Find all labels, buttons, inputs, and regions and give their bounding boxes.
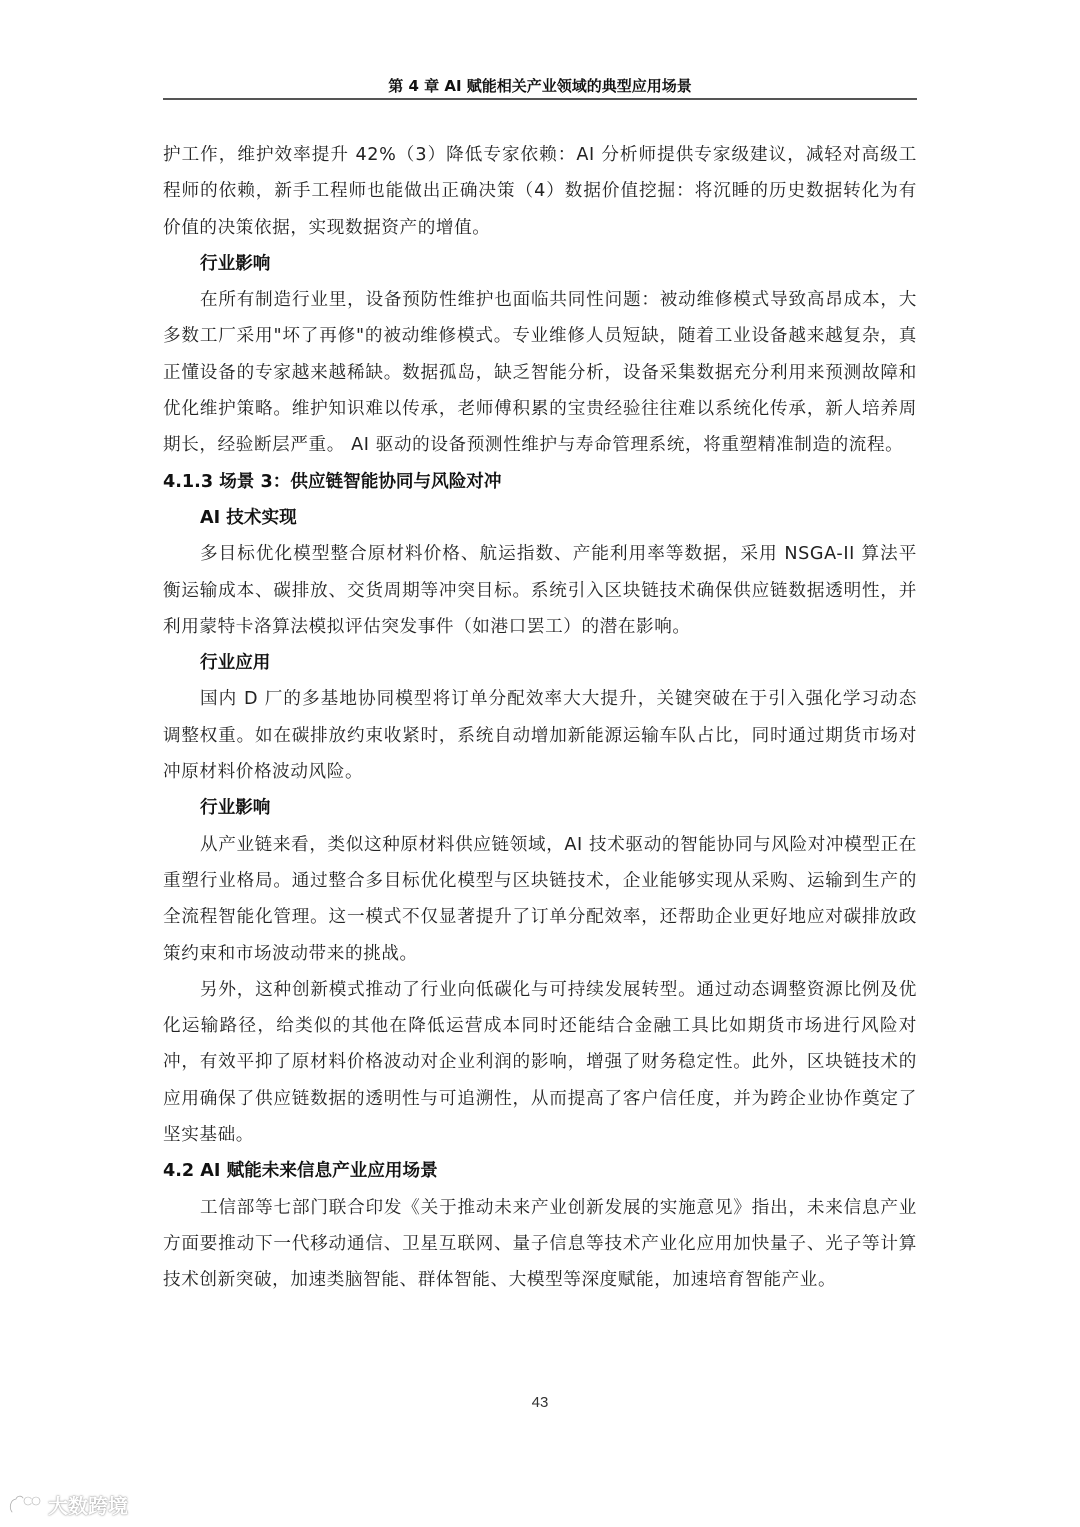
subheading-ai-tech: AI 技术实现: [200, 507, 297, 528]
paragraph-industry-impact-1: 在所有制造行业里，设备预防性维护也面临共同性问题：被动维修模式导致高昂成本，大多数工厂采用"坏了再修"的被动维修模式。专业维修人员短缺，随着工业设备越来越复杂，真正懂设备的专家越来越稀缺。数据孤岛，缺乏智能分析，设备采集数据充分利用来预测故障和优化维护策略。维护知识难以传承，老师傅积累的宝贵经验往往难以系统化传承，新人培养周期长，经验断层严重。 AI 驱动的设备预测性维护与寿命管理系统，将重塑精准制造的流程。: [163, 290, 917, 456]
watermark-text: 大数跨境: [48, 1494, 128, 1518]
paragraph-industry-application: 国内 D 厂的多基地协同模型将订单分配效率大大提升，关键突破在于引入强化学习动态调整权重。如在碳排放约束收紧时，系统自动增加新能源运输车队占比，同时通过期货市场对冲原材料价格波动风险。: [163, 689, 917, 783]
subheading-industry-impact-2: 行业影响: [200, 798, 271, 819]
paragraph-ai-tech: 多目标优化模型整合原材料价格、航运指数、产能利用率等数据，采用 NSGA-II 算法平衡运输成本、碳排放、交货周期等冲突目标。系统引入区块链技术确保供应链数据透明性，并利用蒙特卡洛算法模拟评估突发事件（如港口罢工）的潜在影响。: [163, 544, 917, 637]
cloud-logo-icon: [8, 1494, 42, 1516]
chapter-header: 第 4 章 AI 赋能相关产业领域的典型应用场景: [388, 77, 692, 95]
paragraph-maintenance-benefits: 护工作，维护效率提升 42%（3）降低专家依赖：AI 分析师提供专家级建议，减轻对高级工程师的依赖，新手工程师也能做出正确决策（4）数据价值挖掘：将沉睡的历史数据转化为有价值的决策依据，实现数据资产的增值。: [163, 145, 917, 238]
section-heading-4-2: 4.2 AI 赋能未来信息产业应用场景: [163, 1161, 438, 1182]
paragraph-low-carbon: 另外，这种创新模式推动了行业向低碳化与可持续发展转型。通过动态调整资源比例及优化运输路径，给类似的其他在降低运营成本同时还能结合金融工具比如期货市场进行风险对冲，有效平抑了原材料价格波动对企业利润的影响，增强了财务稳定性。此外，区块链技术的应用确保了供应链数据的透明性与可追溯性，从而提高了客户信任度，并为跨企业协作奠定了坚实基础。: [163, 979, 917, 1146]
page-number: 43: [531, 1394, 549, 1411]
watermark: [8, 1490, 128, 1519]
paragraph-industry-impact-2: 从产业链来看，类似这种原材料供应链领域，AI 技术驱动的智能协同与风险对冲模型正在重塑行业格局。通过整合多目标优化模型与区块链技术，企业能够实现从采购、运输到生产的全流程智能化管理。这一模式不仅显著提升了订单分配效率，还帮助企业更好地应对碳排放政策约束和市场波动带来的挑战。: [163, 834, 917, 964]
page-content: [163, 137, 917, 1299]
subheading-industry-application: 行业应用: [200, 653, 271, 674]
header-divider: [163, 98, 917, 100]
subheading-industry-impact-1: 行业影响: [200, 253, 271, 274]
section-heading-4-1-3: 4.1.3 场景 3：供应链智能协同与风险对冲: [163, 471, 502, 492]
paragraph-future-info-industry: 工信部等七部门联合印发《关于推动未来产业创新发展的实施意见》指出，未来信息产业方面要推动下一代移动通信、卫星互联网、量子信息等技术产业化应用加快量子、光子等计算技术创新突破，加速类脑智能、群体智能、大模型等深度赋能，加速培育智能产业。: [163, 1197, 917, 1291]
